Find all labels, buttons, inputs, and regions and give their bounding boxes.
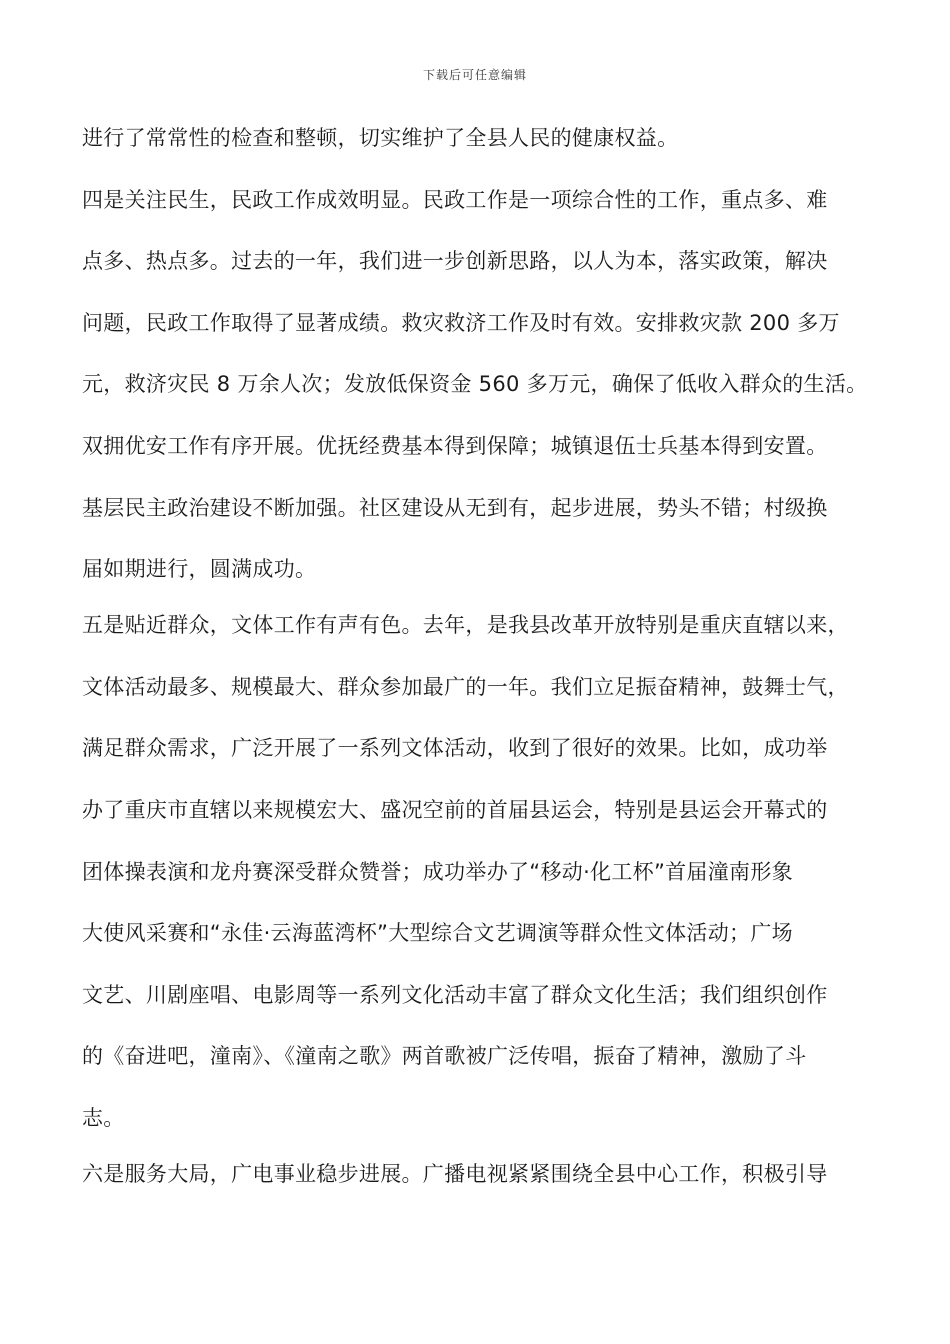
text-line: 文艺、川剧座唱、电影周等一系列文化活动丰富了群众文化生活；我们组织创作 <box>82 982 828 1007</box>
text-line: 基层民主政治建设不断加强。社区建设从无到有，起步进展，势头不错；村级换 <box>82 495 828 520</box>
text-line: 双拥优安工作有序开展。优抚经费基本得到保障；城镇退伍士兵基本得到安置。 <box>82 433 828 458</box>
text-line: 大使风采赛和“永佳·云海蓝湾杯”大型综合文艺调演等群众性文体活动；广场 <box>82 921 793 946</box>
text-line: 六是服务大局，广电事业稳步进展。广播电视紧紧围绕全县中心工作，积极引导 <box>82 1161 828 1186</box>
text-line: 点多、热点多。过去的一年，我们进一步创新思路，以人为本，落实政策，解决 <box>82 249 828 274</box>
text-line: 团体操表演和龙舟赛深受群众赞誉；成功举办了“移动·化工杯”首届潼南形象 <box>82 859 793 884</box>
text-line: 文体活动最多、规模最大、群众参加最广的一年。我们立足振奋精神，鼓舞士气， <box>82 674 849 699</box>
text-line: 五是贴近群众，文体工作有声有色。去年，是我县改革开放特别是重庆直辖以来， <box>82 613 849 638</box>
text-line: 满足群众需求，广泛开展了一系列文体活动，收到了很好的效果。比如，成功举 <box>82 736 828 761</box>
text-line: 四是关注民生，民政工作成效明显。民政工作是一项综合性的工作，重点多、难 <box>82 187 828 212</box>
text-line: 进行了常常性的检查和整顿，切实维护了全县人民的健康权益。 <box>82 126 679 150</box>
text-line: 届如期进行，圆满成功。 <box>82 557 317 582</box>
text-line: 办了重庆市直辖以来规模宏大、盛况空前的首届县运会，特别是县运会开幕式的 <box>82 797 828 822</box>
page-header: 下载后可任意编辑 <box>422 68 527 82</box>
text-line: 的《奋进吧，潼南》、《潼南之歌》两首歌被广泛传唱，振奋了精神，激励了斗 <box>82 1044 807 1069</box>
text-line: 元，救济灾民 8 万余人次；发放低保资金 560 多万元，确保了低收入群众的生活。 <box>82 372 868 397</box>
text-line: 志。 <box>82 1105 125 1130</box>
document-body <box>82 116 882 1214</box>
text-line: 问题，民政工作取得了显著成绩。救灾救济工作及时有效。安排救灾款 200 多万 <box>82 310 840 335</box>
